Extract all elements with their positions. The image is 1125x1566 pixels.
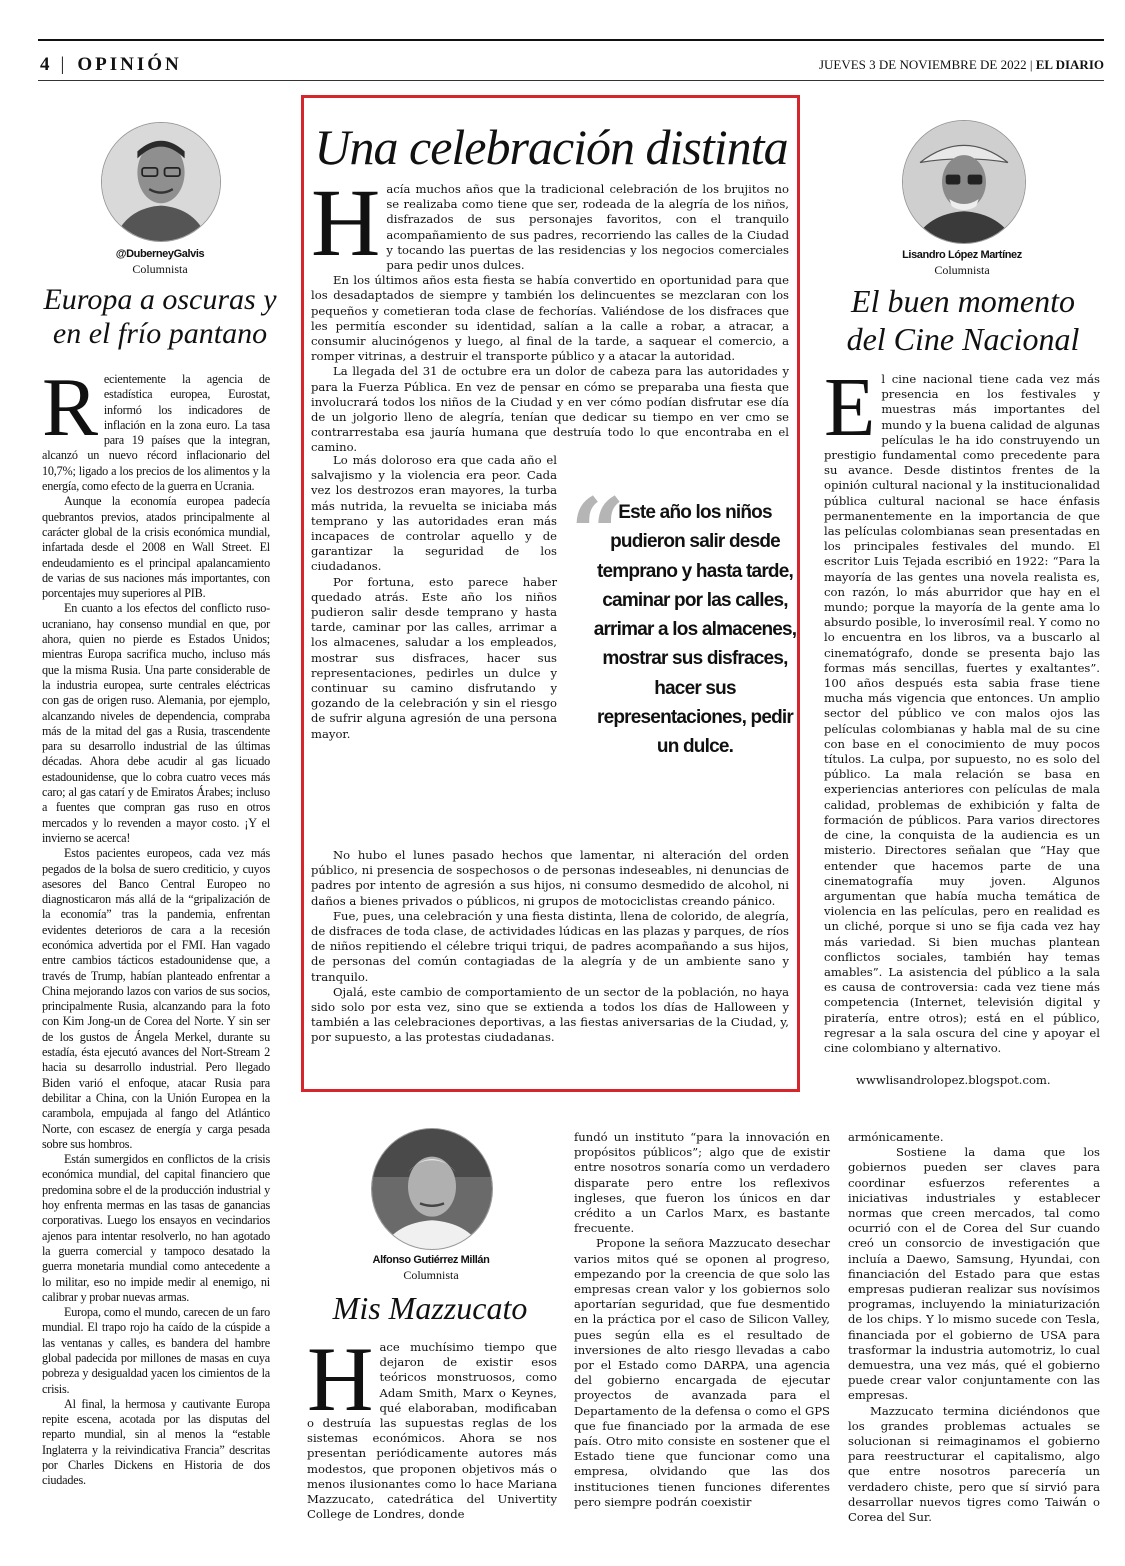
quote-mark-icon: “ bbox=[570, 477, 626, 590]
paragraph: En cuanto a los efectos del conflicto ruso-ucraniano, hay consenso mundial en que, por ahora, quien no pierde es Estados Unidos; mientras Europa sacrifica mucho, incluso más que la misma Rusia. Una parte considerable de la industria europea, surte centrales eléctricas con gas de origen ruso. Alemania, por ejemplo, alcanzando niveles de dependencia, compraba más de la mitad del gas a Rusia, trascendente para su desarrollo industrial de las últimas décadas. Ahora debe acudir al gas licuado estadounidense, que lo cobra cuatro veces más caro; al gas catarí y de Emiratos Árabes; incluso a fuentes que compran gas ruso en otros mercados y lo revenden a mayor costo. ¡Y el invierno se acerca! bbox=[42, 601, 270, 845]
issue-date: JUEVES 3 DE NOVIEMBRE DE 2022 bbox=[818, 57, 1027, 72]
article-title: Mis Mazzucato bbox=[332, 1290, 528, 1326]
header-separator: | bbox=[60, 54, 68, 75]
paragraph: Fue, pues, una celebración y una fiesta distinta, llena de colorido, de alegría, de disfraces de toda clase, de actividades lúdicas en las plazas y parques, de ríos de niños repitiendo el célebre triqui triqui, de padres acompañando a sus hijos, de personas del común contagiadas de la alegría y de un ambiente sano y tranquilo. bbox=[311, 908, 789, 984]
header-top-rule bbox=[38, 39, 1104, 41]
dateline bbox=[819, 57, 1104, 73]
paragraph: l cine nacional tiene cada vez más presencia en los festivales y muestras más importantes del mundo y la buena calidad de algunas películas le ha ido construyendo un prestigio fundamental como precedente para su avance. Desde distintos frentes de la opinión cultural nacional y la institucionalidad pública cultural nacional se hace énfasis permanentemente en la importancia de que las películas colombianas sean presentadas en los principales festivales del mundo. El escritor Luis Tejada escribió en 1922: “Para la mayoría de las gentes una novela realista es, con razón, lo más aburridor que hay en el mundo; porque la mayoría de la gente ama lo absurdo posible, lo inverosímil real. Y como no lo encuentra en los libros, va a buscarlo al cinematógrafo, donde se presenta bajo las formas más sencillas, fuertes y exaltantes”. 100 años después esta sabia frase tiene mucha más vigencia que entonces. Un amplio sector del público ve con malos ojos las películas colombianas y habla mal de su cine con base en el conocimiento de muy pocos títulos. La culpa, por supuesto, no es solo del público. La mala relación se basa en experiencias anteriores con películas de mala calidad, problemas de exhibición y falta de formación de públicos. Para varios directores de cine, la conquista de la audiencia es un misterio. Directores señalan que “Hay que entender que hacemos parte de una cinematografía muy joven. Algunos argumentan que había mucha temática de violencia en las películas, pero en realidad es un cliché, porque si uno se fija cada vez hay más variedad. Si bien muchas plantean conflictos sociales, también hay temas amables”. La asistencia del público a la sala es causa de controversia: cada vez tiene más competencia (Internet, televisión digital y piratería, entre otros); está en el público, regresar a la sala oscura del cine y apoyar el cine colombiano y alternativo. bbox=[824, 372, 1100, 1055]
featured-article-body bbox=[311, 169, 789, 456]
paragraph: Aunque la economía europea padecía quebrantos previos, atados principalmente al carácter global de la crisis económica mundial, infartada desde el 2008 en Wall Street. El endeudamiento es el principal apalancamiento de varias de sus naciones más importantes, con porcentajes muy superiores al PIB. bbox=[42, 494, 270, 601]
drop-cap: H bbox=[307, 1328, 374, 1430]
section-header bbox=[40, 54, 182, 76]
right-article-body bbox=[824, 361, 1100, 1056]
author-website: wwwlisandrolopez.blogspot.com. bbox=[856, 1073, 1051, 1087]
author-photo-lisandro bbox=[902, 120, 1026, 244]
paragraph: En los últimos años esta fiesta se había convertido en oportunidad para que los desadaptados de siempre y también los delincuentes se mezclaran con los pequeños y cometieran toda clase de fechorías. Valiéndose de los disfraces que les permitía esconder su identidad, salían a la calle a robar, a atracar, a consumir alucinógenos y luego, al final de la tarde, a saquear el comercio, a romper vitrinas, a destruir el transporte público y a atacar la autoridad. bbox=[311, 273, 789, 364]
paragraph: Mazzucato termina diciéndonos que los grandes problemas actuales se solucionan si reimaginamos el gobierno para reestructurar el capitalismo, algo que entre nosotros parecería un verdadero chiste, pero que sí sirvió para desarrollar nuevos tigres como Taiwán o Corea del Sur. bbox=[848, 1403, 1100, 1525]
paragraph: acía muchos años que la tradicional celebración de los brujitos no se realizaba como tiene que ser, rodeada de la alegría de los niños, disfrazados de sus personajes favoritos, con el tranquilo acompañamiento de sus padres, recorriendo las calles de la Ciudad y tocando las puertas de las residencias y los negocios comerciales para pedir unos dulces. bbox=[386, 182, 789, 273]
article-title: Europa a oscuras y en el frío pantano bbox=[43, 283, 277, 350]
pull-quote-text: Este año los niños pudieron salir desde temprano y hasta tarde, caminar por las calles, arrimar a los almacenes, mostrar sus disfraces, hacer sus representaciones, pedir un dulce. bbox=[593, 502, 797, 758]
drop-cap: R bbox=[42, 361, 98, 454]
paragraph: Están sumergidos en conflictos de la crisis económica mundial, del capital financiero que predomina sobre el de la producción industrial y hoy enfrenta mermas en las tasas de ganancias corporativas. Luego los ensayos en vecindarios ajenos para intentar resolverlo, no han agotado la guerra comercial y tampoco desatado la guerra monetaria mundial como antecedente a lo militar, eso no impide medir al enemigo, ni calibrar y probar nuevas armas. bbox=[42, 1152, 270, 1304]
paragraph: Lo más doloroso era que cada año el salvajismo y la violencia era peor. Cada vez los destrozos eran mayores, la turba más nutrida, la revuelta se iniciaba más temprano y las autoridades eran más incapaces de controlar aquello y de garantizar la seguridad de los ciudadanos. bbox=[311, 453, 557, 574]
author-portrait-image bbox=[372, 1129, 492, 1249]
author-role: Columnista bbox=[403, 1268, 459, 1282]
author-portrait-image bbox=[903, 121, 1025, 243]
bottom-article-col1 bbox=[307, 1328, 557, 1522]
paragraph: La llegada del 31 de octubre era un dolor de cabeza para las autoridades y para la Fuerza Pública. En vez de pensar en cómo se preparaba una fiesta que involucrará todos los niños de la Ciudad y en ver cómo podían disfrutar ese día de un jolgorio lleno de alegría, tenían que dedicar su tiempo en ver cmo se contrarrestaba esa jauría humana que destruía todo lo que encontraba en el camino. bbox=[311, 364, 789, 455]
dateline-separator: | bbox=[1029, 57, 1033, 72]
author-photo-duberney bbox=[101, 122, 221, 242]
featured-article-body-narrow bbox=[311, 453, 557, 742]
featured-article-title: Una celebración distinta bbox=[314, 119, 788, 175]
drop-cap: E bbox=[824, 361, 876, 454]
paragraph: Estos pacientes europeos, cada vez más pegados de la bolsa de suero crediticio, y cuyos asesores del Banco Central Europeo no diagnosticaron más allá de la “gripalización de la economía” tras la pandemia, enfrentan evidentes deterioros de cara a la recesión económica advertida por el FMI. Han vagado entre cambios tácticos estadounidense que, a través de Trump, habían planteado enfrentar a China mejorando lazos con varios de sus socios, principalmente Rusia, alcanzando para la foto con Kim Jong-un de Corea del Norte. Y sin ser de los gustos de Ángela Merkel, durante su estadía, ésta ejecutó avances del Nort-Stream 2 hacia su desarrollo industrial. Pero llegado Biden varió el enfoque, atacar Rusia para debilitar a China, con la Unión Europea en la carambola, empujada al fango del Atlántico Norte, con escasez de energía y carga pesada sobre sus hombros. bbox=[42, 846, 270, 1151]
header-bottom-rule bbox=[38, 80, 1104, 81]
drop-cap: H bbox=[311, 169, 381, 276]
author-role: Columnista bbox=[132, 262, 188, 276]
article-title: El buen momento del Cine Nacional bbox=[846, 283, 1080, 357]
page-number: 4 bbox=[40, 54, 53, 75]
author-name: Alfonso Gutiérrez Millán bbox=[372, 1254, 490, 1266]
paragraph: armónicamente. bbox=[848, 1130, 944, 1144]
left-article-body bbox=[42, 361, 270, 1489]
paragraph: No hubo el lunes pasado hechos que lamentar, ni alteración del orden público, ni presencia de sospechosos o de personas indeseables, ni denuncias de padres por intento de agresión a sus hijos, ni consumo desmedido de alcohol, ni daños a bienes privados o públicos, ni grupos de motociclistas creando pánico. bbox=[311, 848, 789, 908]
paragraph: ecientemente la agencia de estadística europea, Eurostat, informó los indicadores de inflación en la zona euro. La tasa para 19 países que la integran, alcanzó un nuevo récord inflacionario del 10,7%; ligado a los precios de los alimentos y la energía, como efecto de la guerra en Ucrania. bbox=[42, 372, 270, 494]
author-name: @DuberneyGalvis bbox=[115, 248, 205, 260]
paragraph: Propone la señora Mazzucato desechar varios mitos qué se oponen al progreso, empezando por la creencia de que solo las empresas crean valor y los gobiernos solo aportarían seguridad, que fue desmentido en la práctica por el caso de Silicon Valley, pues según ella es el resultado de inversiones de alto riesgo llevadas a cabo por el Estado como DARPA, una agencia del gobierno encargada de ejecutar proyectos de avanzada para el Departamento de la defensa o como el GPS que fue financiado por la armada de ese país. Otro mito consiste en sostener que el Estado tiene que funcionar como una empresa, olvidando que las dos instituciones tienen funciones diferentes pero siempre podrán coexistir bbox=[574, 1236, 830, 1509]
paragraph: ace muchísimo tiempo que dejaron de existir esos teóricos monstruosos, como Adam Smith, Marx o Keynes, qué elaboraban, modificaban o destruía las supuestas reglas de los sistemas económicos. Ahora se nos presentan periódicamente autores más modestos, que proponen objetivos más o menos ilusionantes como lo hace Mariana Mazzucato, catedrática del Univertity College de Londres, donde bbox=[307, 1340, 557, 1522]
author-portrait-image bbox=[102, 123, 220, 241]
paragraph: Europa, como el mundo, carecen de un faro mundial. El trapo rojo ha caído de la cúspide a las ventanas y calles, es bandera del hambre global padecida por millones de masas en cuya pobreza y desigualdad yacen los cimientos de la crisis. bbox=[42, 1305, 270, 1396]
bottom-article-col3 bbox=[848, 1130, 1100, 1525]
newspaper-name: EL DIARIO bbox=[1035, 57, 1104, 72]
section-name: OPINIÓN bbox=[77, 54, 182, 75]
author-photo-alfonso bbox=[371, 1128, 493, 1250]
featured-article-body-end bbox=[311, 848, 789, 1046]
bottom-article-col2 bbox=[574, 1130, 830, 1510]
author-name: Lisandro López Martínez bbox=[902, 249, 1022, 261]
paragraph: Al final, la hermosa y cautivante Europa repite escena, acotada por las disputas del reparto mundial, sin al menos la “estable Inglaterra y la reivindicativa Francia” descritas por Charles Dickens en Historia de dos ciudades. bbox=[42, 1396, 270, 1488]
paragraph: Ojalá, este cambio de comportamiento de un sector de la población, no haya sido solo por esta vez, sino que se extienda a todos los días de Halloween y también a las celebraciones deportivas, a las fiestas aniversarias de la Ciudad, y, por supuesto, a las protestas ciudadanas. bbox=[311, 984, 789, 1045]
author-role: Columnista bbox=[934, 263, 990, 277]
paragraph: Sostiene la dama que los gobiernos pueden ser claves para coordinar esfuerzos referentes a iniciativas industriales y establecer normas que creen mercados, tal como ocurrió con el de Corea del Sur cuando creó un consorcio de investigación que incluía a Daewo, Samsung, Hyundai, con financiación del Estado para que estas empresas pudieran realizar sus novísimos programas, incluyendo la miniaturización de los chips. Y lo mismo sucede con Tesla, financiada por el gobierno de USA para trasformar la industria automotriz, lo cual demuestra, una vez más, qué el gobierno puede crear valor conjuntamente con las empresas. bbox=[848, 1145, 1100, 1403]
paragraph: fundó un instituto “para la innovación en propósitos públicos”; algo que de existir entre nosotros sonaría como un verdadero disparate pero entre los reflexivos ingleses, que fueron los únicos en dar crédito a un Carlos Marx, es bastante frecuente. bbox=[574, 1130, 830, 1236]
paragraph: Por fortuna, esto parece haber quedado atrás. Este año los niños pudieron salir desde temprano y hasta tarde, caminar por las calles, arrimar a los almacenes, saludar a los empleados, mostrar sus disfraces, hacer sus representaciones, pedirles un dulce y continuar su camino disfrutando y gozando de la celebración y sin el riesgo de sufrir alguna agresión de una persona mayor. bbox=[311, 574, 557, 741]
